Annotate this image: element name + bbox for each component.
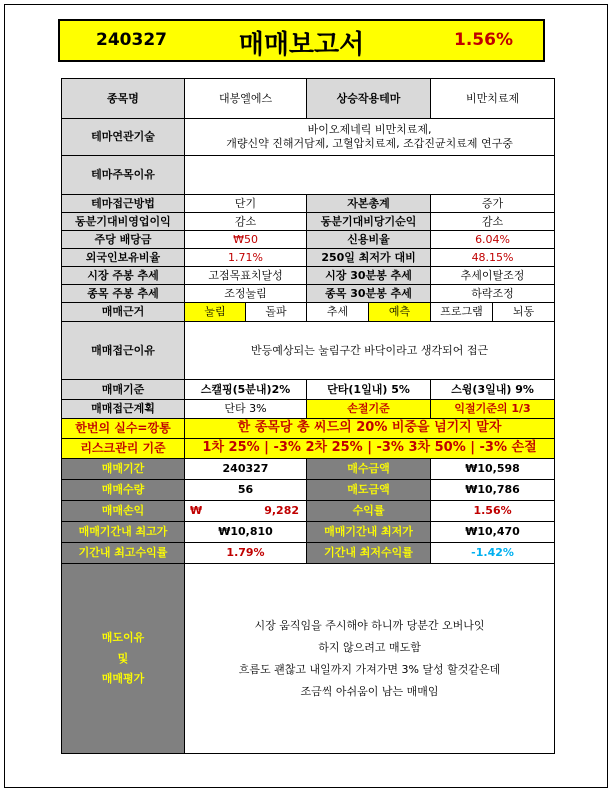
sell-amount-label: 매도금액	[307, 480, 431, 501]
pl-amount: 9,282	[264, 504, 300, 518]
reason-label: 테마주목이유	[62, 156, 185, 195]
credit-label: 신용비율	[307, 231, 431, 249]
high-return-value: 1.79%	[185, 543, 307, 564]
return-label: 수익률	[307, 501, 431, 522]
criteria-label: 매매기준	[62, 380, 185, 400]
report-date: 240327	[96, 30, 167, 50]
eval-label	[62, 564, 185, 754]
sell-amount-value: ₩10,786	[431, 480, 555, 501]
pl-label: 매매손익	[62, 501, 185, 522]
net-value: 감소	[431, 213, 555, 231]
stock-30m-label: 종목 30분봉 추세	[307, 285, 431, 303]
low250-label: 250일 최저가 대비	[307, 249, 431, 267]
basis-label: 매매근거	[62, 303, 185, 322]
op-label: 동분기대비영업이익	[62, 213, 185, 231]
approach-reason-label: 매매접근이유	[62, 322, 185, 380]
risk-line-1: 한 종목당 총 씨드의 20% 비중을 넘기지 말자	[185, 419, 555, 439]
credit-value: 6.04%	[431, 231, 555, 249]
capital-value: 증가	[431, 195, 555, 213]
tech-line-2: 개량신약 진해거담제, 고혈압치료제, 조갑진균치료제 연구중	[226, 137, 513, 150]
market-30m-label: 시장 30분봉 추세	[307, 267, 431, 285]
tech-line-1: 바이오제네릭 비만치료제,	[307, 123, 432, 137]
eval-label-2: 및	[117, 651, 129, 665]
criteria-scalp: 스캘핑(5분내)2%	[185, 380, 307, 400]
high-return-label: 기간내 최고수익률	[62, 543, 185, 564]
plan-label: 매매접근계획	[62, 400, 185, 419]
eval-line-4: 조금씩 아쉬움이 남는 매매임	[300, 684, 439, 698]
reason-value	[185, 156, 555, 195]
op-value: 감소	[185, 213, 307, 231]
stock-name: 대봉엘에스	[185, 79, 307, 119]
basis-item: 추세	[307, 303, 369, 322]
high-price-label: 매매기간내 최고가	[62, 522, 185, 543]
report-header	[58, 19, 545, 62]
stock-weekly-label: 종목 주봉 추세	[62, 285, 185, 303]
tech-value	[185, 119, 555, 156]
basis-item: 눌림	[185, 303, 246, 322]
return-value: 1.56%	[431, 501, 555, 522]
theme-label: 상승작용테마	[307, 79, 431, 119]
stop-criteria: 손절기준	[307, 400, 431, 419]
plan-value: 단타 3%	[185, 400, 307, 419]
low-return-label: 기간내 최저수익률	[307, 543, 431, 564]
theme-value: 비만치료제	[431, 79, 555, 119]
market-weekly-value: 고점목표치달성	[185, 267, 307, 285]
stock-weekly-value: 조정눌림	[185, 285, 307, 303]
report-return: 1.56%	[454, 30, 513, 50]
basis-item: 뇌동	[493, 303, 555, 322]
period-value: 240327	[185, 459, 307, 480]
low-price-value: ₩10,470	[431, 522, 555, 543]
report-title: 매매보고서	[238, 30, 365, 60]
basis-item: 프로그램	[431, 303, 493, 322]
approach-label: 테마접근방법	[62, 195, 185, 213]
pl-currency: ₩	[190, 504, 203, 518]
criteria-swing: 스윙(3일내) 9%	[431, 380, 555, 400]
eval-line-3: 흐름도 괜찮고 내일까지 가져가면 3% 달성 할것같은데	[238, 662, 501, 676]
net-label: 동분기대비당기순익	[307, 213, 431, 231]
stock-name-label: 종목명	[62, 79, 185, 119]
buy-amount-label: 매수금액	[307, 459, 431, 480]
capital-label: 자본총계	[307, 195, 431, 213]
low-return-value: -1.42%	[431, 543, 555, 564]
high-price-value: ₩10,810	[185, 522, 307, 543]
eval-line-2: 하지 않으려고 매도함	[318, 640, 421, 654]
low-price-label: 매매기간내 최저가	[307, 522, 431, 543]
risk-label-1: 한번의 실수=깡통	[62, 419, 185, 439]
dividend-value: ₩50	[185, 231, 307, 249]
report-table	[61, 78, 555, 754]
market-30m-value: 추세이탈조정	[431, 267, 555, 285]
profit-criteria: 익절기준의 1/3	[431, 400, 555, 419]
foreign-label: 외국인보유비율	[62, 249, 185, 267]
basis-item: 예측	[369, 303, 431, 322]
low250-value: 48.15%	[431, 249, 555, 267]
tech-label: 테마연관기술	[62, 119, 185, 156]
stock-30m-value: 하락조정	[431, 285, 555, 303]
quantity-value: 56	[185, 480, 307, 501]
eval-label-3: 매매평가	[101, 672, 145, 686]
period-label: 매매기간	[62, 459, 185, 480]
quantity-label: 매매수량	[62, 480, 185, 501]
risk-line-2: 1차 25% | -3% 2차 25% | -3% 3차 50% | -3% 손절	[185, 439, 555, 459]
market-weekly-label: 시장 주봉 추세	[62, 267, 185, 285]
buy-amount-value: ₩10,598	[431, 459, 555, 480]
eval-label-1: 매도이유	[101, 630, 145, 644]
foreign-value: 1.71%	[185, 249, 307, 267]
eval-text	[185, 564, 555, 754]
eval-line-1: 시장 움직임을 주시해야 하니까 당분간 오버나잇	[254, 618, 485, 632]
basis-item: 돌파	[246, 303, 307, 322]
pl-value	[185, 501, 307, 522]
approach-value: 단기	[185, 195, 307, 213]
approach-reason-value: 반등예상되는 눌림구간 바닥이라고 생각되어 접근	[185, 322, 555, 380]
dividend-label: 주당 배당금	[62, 231, 185, 249]
criteria-day: 단타(1일내) 5%	[307, 380, 431, 400]
risk-label-2: 리스크관리 기준	[62, 439, 185, 459]
